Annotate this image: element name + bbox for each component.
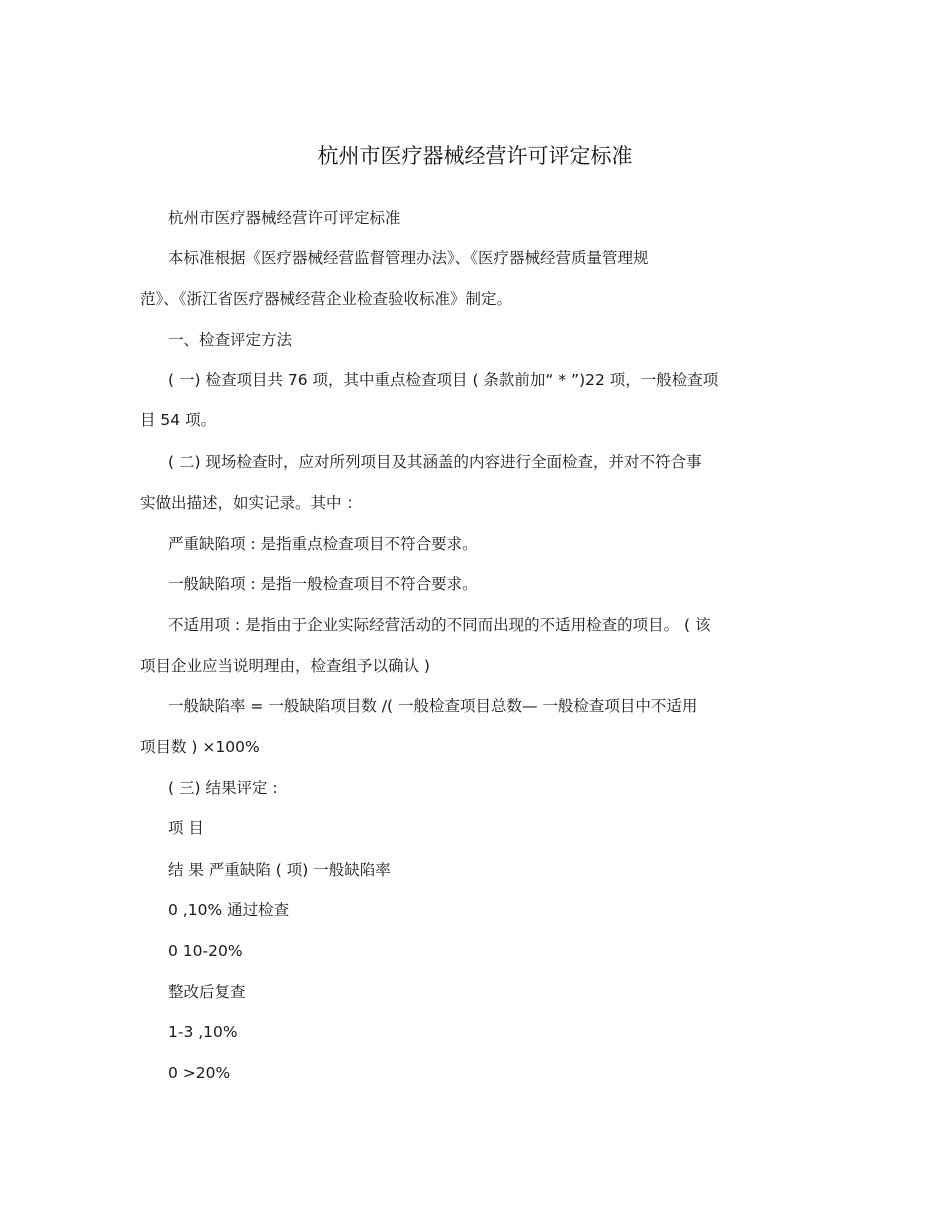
page-title: 杭州市医疗器械经营许可评定标准 bbox=[317, 144, 633, 168]
table-header-item: 项 目 bbox=[168, 819, 204, 837]
serious-defect-definition: 严重缺陷项 : 是指重点检查项目不符合要求。 bbox=[168, 535, 478, 553]
result-row-pass: 0 ,10% 通过检查 bbox=[168, 901, 290, 919]
item-two-line-2: 实做出描述，如实记录。其中 ： bbox=[140, 494, 362, 512]
defect-rate-formula-line-1: 一般缺陷率 = 一般缺陷项目数 /( 一般检查项目总数— 一般检查项目中不适用 bbox=[168, 697, 698, 715]
item-one-line-2: 目 54 项。 bbox=[140, 411, 217, 429]
basis-line-1: 本标准根据《医疗器械经营监督管理办法》、《医疗器械经营质量管理规 bbox=[168, 249, 649, 267]
table-header-result: 结 果 严重缺陷 ( 项) 一般缺陷率 bbox=[168, 861, 391, 879]
defect-rate-formula-line-2: 项目数 ) ×100% bbox=[140, 738, 260, 756]
result-row-over-20: 0 >20% bbox=[168, 1064, 231, 1082]
item-one-line-1: ( 一) 检查项目共 76 项，其中重点检查项目 ( 条款前加“ * ”)22 项，一般检查项 bbox=[168, 371, 719, 389]
item-two-line-1: ( 二) 现场检查时，应对所列项目及其涵盖的内容进行全面检查，并对不符合事 bbox=[168, 453, 702, 471]
item-three-heading: ( 三) 结果评定 : bbox=[168, 779, 278, 797]
result-row-recheck: 整改后复查 bbox=[168, 983, 246, 1001]
section-heading-method: 一、检查评定方法 bbox=[168, 331, 293, 349]
not-applicable-line-1: 不适用项 : 是指由于企业实际经营活动的不同而出现的不适用检查的项目。 ( 该 bbox=[168, 616, 711, 634]
result-row-1-3: 1-3 ,10% bbox=[168, 1023, 238, 1041]
general-defect-definition: 一般缺陷项 : 是指一般检查项目不符合要求。 bbox=[168, 575, 478, 593]
not-applicable-line-2: 项目企业应当说明理由，检查组予以确认 ) bbox=[140, 657, 430, 675]
result-row-10-20: 0 10-20% bbox=[168, 942, 243, 960]
subtitle-line: 杭州市医疗器械经营许可评定标准 bbox=[168, 209, 401, 227]
basis-line-2: 范》、《浙江省医疗器械经营企业检查验收标准》制定。 bbox=[140, 290, 513, 308]
